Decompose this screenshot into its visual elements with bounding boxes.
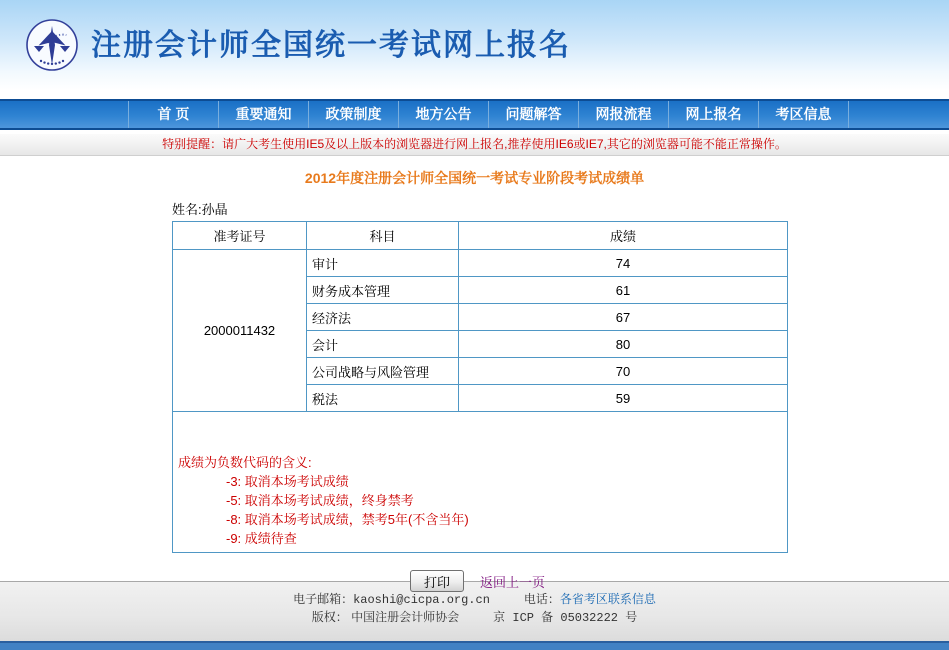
- page-footer: [0, 581, 949, 641]
- header-subject: 科目: [307, 222, 459, 250]
- nav-item-registration-process[interactable]: 网报流程: [578, 101, 668, 128]
- subject-strategy-risk-management: 公司战略与风险管理: [307, 358, 459, 385]
- print-button[interactable]: 打印: [410, 570, 464, 592]
- note-item-minus9: -9: 成绩待查: [226, 531, 297, 546]
- copyright-holder: 中国注册会计师协会: [351, 610, 460, 624]
- note-item-minus3: -3: 取消本场考试成绩: [226, 474, 349, 489]
- exam-area-contact-link[interactable]: 各省考区联系信息: [559, 592, 656, 606]
- header-score: 成绩: [459, 222, 788, 250]
- main-nav: [0, 99, 949, 130]
- browser-notice-bar: 特别提醒：请广大考生使用IE5及以上版本的浏览器进行网上报名,推荐使用IE6或IE7,其它的浏览器可能不能正常操作。: [0, 133, 949, 156]
- header-admission-number: 准考证号: [173, 222, 307, 250]
- subject-audit: 审计: [307, 250, 459, 277]
- score-table: [172, 221, 788, 553]
- bottom-accent-bar: [0, 641, 949, 650]
- admission-number: 2000011432: [173, 250, 307, 412]
- footer-contact-line: [0, 591, 949, 609]
- score-accounting: 80: [459, 331, 788, 358]
- subject-tax-law: 税法: [307, 385, 459, 412]
- icp-number: 京 ICP 备 05032222 号: [493, 611, 638, 625]
- subject-financial-cost-management: 财务成本管理: [307, 277, 459, 304]
- negative-score-notes-cell: [173, 412, 788, 553]
- candidate-name: 姓名:孙晶: [172, 202, 228, 217]
- site-title: 注册会计师全国统一考试网上报名: [91, 29, 571, 62]
- negative-score-notes: [178, 453, 787, 548]
- note-item-minus8: -8: 取消本场考试成绩，禁考5年(不含当年): [226, 512, 469, 527]
- footer-copyright-line: [0, 609, 949, 627]
- notes-row: [173, 412, 788, 553]
- score-tax-law: 59: [459, 385, 788, 412]
- page-header: [0, 0, 949, 90]
- subject-accounting: 会计: [307, 331, 459, 358]
- score-audit: 74: [459, 250, 788, 277]
- nav-item-online-registration[interactable]: 网上报名: [668, 101, 758, 128]
- nav-item-exam-area-info[interactable]: 考区信息: [758, 101, 849, 128]
- main-content: [0, 168, 949, 590]
- table-header-row: [173, 222, 788, 250]
- score-report-title: 2012年度注册会计师全国统一考试专业阶段考试成绩单: [304, 170, 645, 186]
- email-address: kaoshi@cicpa.org.cn: [353, 593, 490, 607]
- cicpa-logo-icon: [25, 18, 79, 72]
- subject-economic-law: 经济法: [307, 304, 459, 331]
- note-item-minus5: -5: 取消本场考试成绩，终身禁考: [226, 493, 414, 508]
- copyright-label: 版权：: [311, 610, 348, 624]
- notes-title: 成绩为负数代码的含义:: [178, 455, 312, 470]
- score-financial-cost-management: 61: [459, 277, 788, 304]
- table-row: [173, 250, 788, 277]
- nav-item-home[interactable]: 首 页: [128, 101, 218, 128]
- nav-item-local-announcements[interactable]: 地方公告: [398, 101, 488, 128]
- score-strategy-risk-management: 70: [459, 358, 788, 385]
- phone-label: 电话：: [523, 592, 560, 606]
- score-economic-law: 67: [459, 304, 788, 331]
- email-label: 电子邮箱：: [293, 592, 354, 606]
- nav-item-important-notices[interactable]: 重要通知: [218, 101, 308, 128]
- nav-item-faq[interactable]: 问题解答: [488, 101, 578, 128]
- nav-item-policies[interactable]: 政策制度: [308, 101, 398, 128]
- back-link[interactable]: 返回上一页: [480, 574, 546, 590]
